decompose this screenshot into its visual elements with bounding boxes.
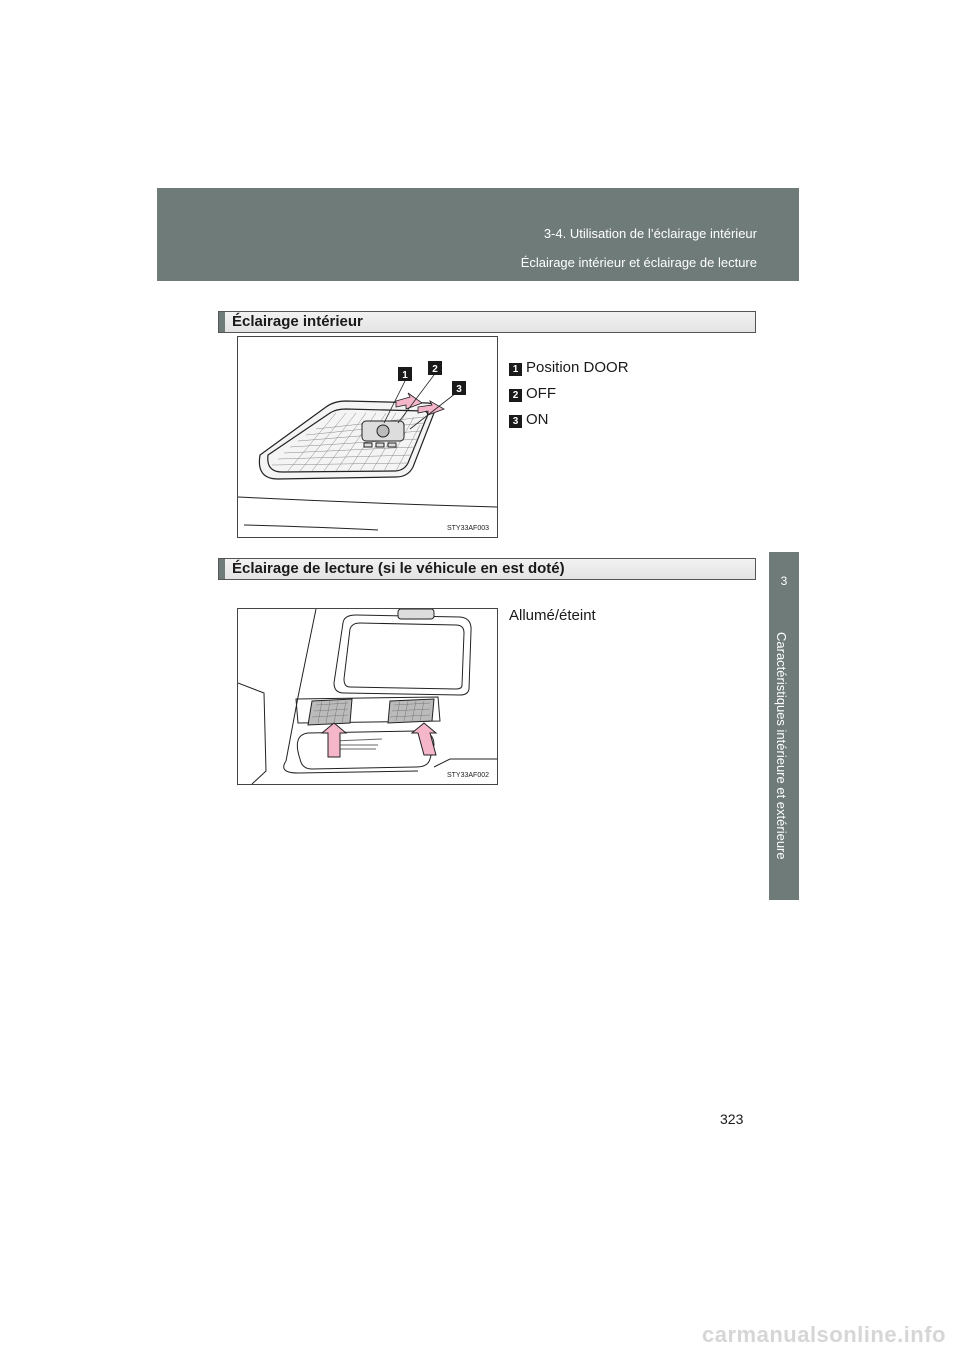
legend-number-box: 3 — [509, 415, 522, 428]
legend-number-box: 1 — [509, 363, 522, 376]
legend-label: Position DOOR — [526, 359, 629, 376]
header-band — [157, 188, 799, 281]
light-housing — [259, 401, 435, 479]
reading-light-illustration — [238, 609, 497, 784]
push-arrows — [322, 723, 436, 757]
interior-light-illustration — [238, 337, 497, 537]
figure-interior-light — [237, 336, 498, 538]
figure-reading-light — [237, 608, 498, 785]
figure-code: STY33AF002 — [446, 772, 489, 779]
header-section-title: 3-4. Utilisation de l’éclairage intérieur — [543, 226, 757, 241]
reading-lamps — [308, 699, 434, 725]
section-heading-text: Éclairage intérieur — [232, 313, 363, 330]
legend-number-box: 2 — [509, 389, 522, 402]
watermark: carmanualsonline.info — [702, 1322, 946, 1347]
chapter-side-tab[interactable] — [769, 552, 799, 900]
section-heading-reading-light — [218, 558, 756, 580]
reading-light-text: Allumé/éteint — [509, 607, 596, 624]
section-heading-text: Éclairage de lecture (si le véhicule en est doté) — [232, 560, 565, 577]
console-outline — [238, 609, 497, 784]
callout-1: 1 — [402, 370, 408, 381]
chapter-label: Caractéristiques intérieure et extérieure — [774, 632, 789, 860]
callout-3: 3 — [456, 384, 462, 395]
figure-code: STY33AF003 — [446, 525, 489, 532]
header-subtitle: Éclairage intérieur et éclairage de lecture — [520, 255, 757, 270]
section-heading-interior-light — [218, 311, 756, 333]
legend-label: ON — [526, 411, 549, 428]
legend-label: OFF — [526, 385, 556, 402]
callout-2: 2 — [432, 364, 438, 375]
page-number: 323 — [720, 1111, 744, 1127]
chapter-number: 3 — [780, 574, 788, 588]
